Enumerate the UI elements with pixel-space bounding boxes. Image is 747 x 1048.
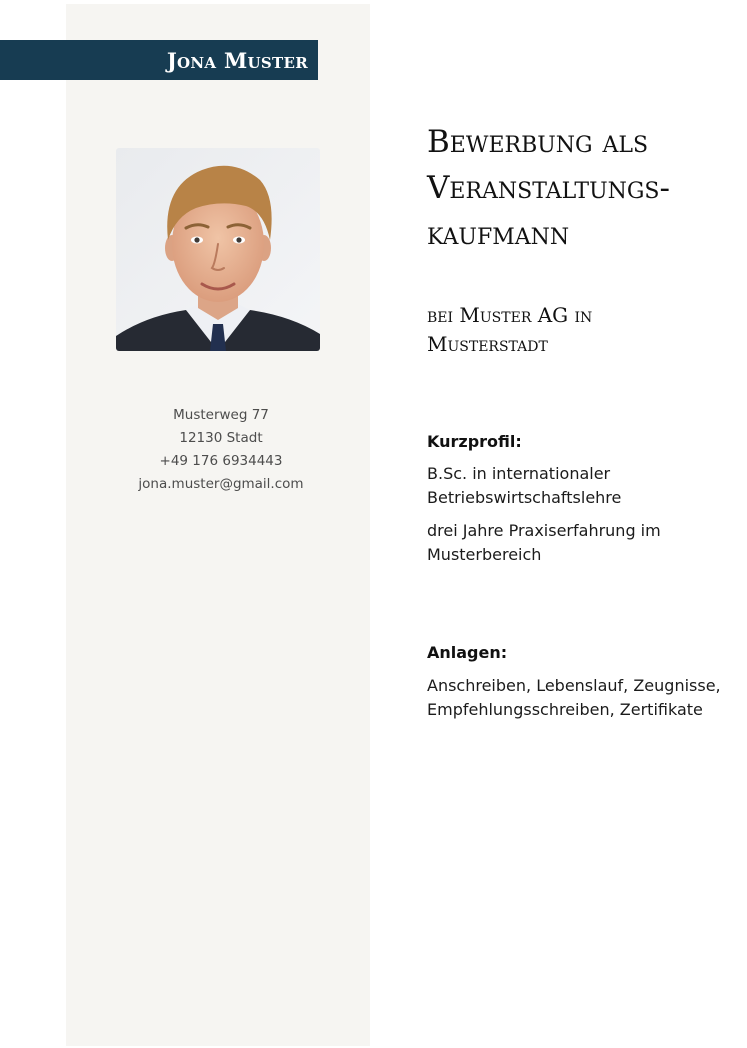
kurzprofil-line: Musterbereich (427, 545, 542, 564)
kurzprofil-item-experience (427, 519, 742, 567)
title-line: kaufmann (427, 216, 570, 252)
application-subtitle (427, 301, 742, 359)
anlagen-list (427, 674, 742, 722)
anlagen-heading: Anlagen: (427, 643, 508, 662)
candidate-name: Jona Muster (166, 47, 308, 73)
name-banner (0, 40, 318, 80)
contact-street: Musterweg 77 (173, 407, 269, 423)
kurzprofil-heading: Kurzprofil: (427, 432, 522, 451)
title-line: Bewerbung als (427, 124, 649, 160)
contact-city: 12130 Stadt (179, 430, 263, 446)
kurzprofil-line: drei Jahre Praxiserfahrung im (427, 521, 661, 540)
contact-email: jona.muster@gmail.com (138, 476, 304, 492)
subtitle-line: Musterstadt (427, 332, 548, 356)
contact-phone: +49 176 6934443 (159, 453, 283, 469)
kurzprofil-item-degree (427, 462, 742, 510)
kurzprofil-line: Betriebswirtschaftslehre (427, 488, 622, 507)
contact-block (66, 404, 376, 496)
anlagen-line: Anschreiben, Lebenslauf, Zeugnisse, (427, 676, 721, 695)
title-line: Veranstaltungs- (427, 170, 670, 206)
anlagen-line: Empfehlungsschreiben, Zertifikate (427, 700, 703, 719)
subtitle-line: bei Muster AG in (427, 303, 593, 327)
application-title (427, 119, 742, 257)
kurzprofil-line: B.Sc. in internationaler (427, 464, 611, 483)
portrait-photo (116, 148, 320, 351)
